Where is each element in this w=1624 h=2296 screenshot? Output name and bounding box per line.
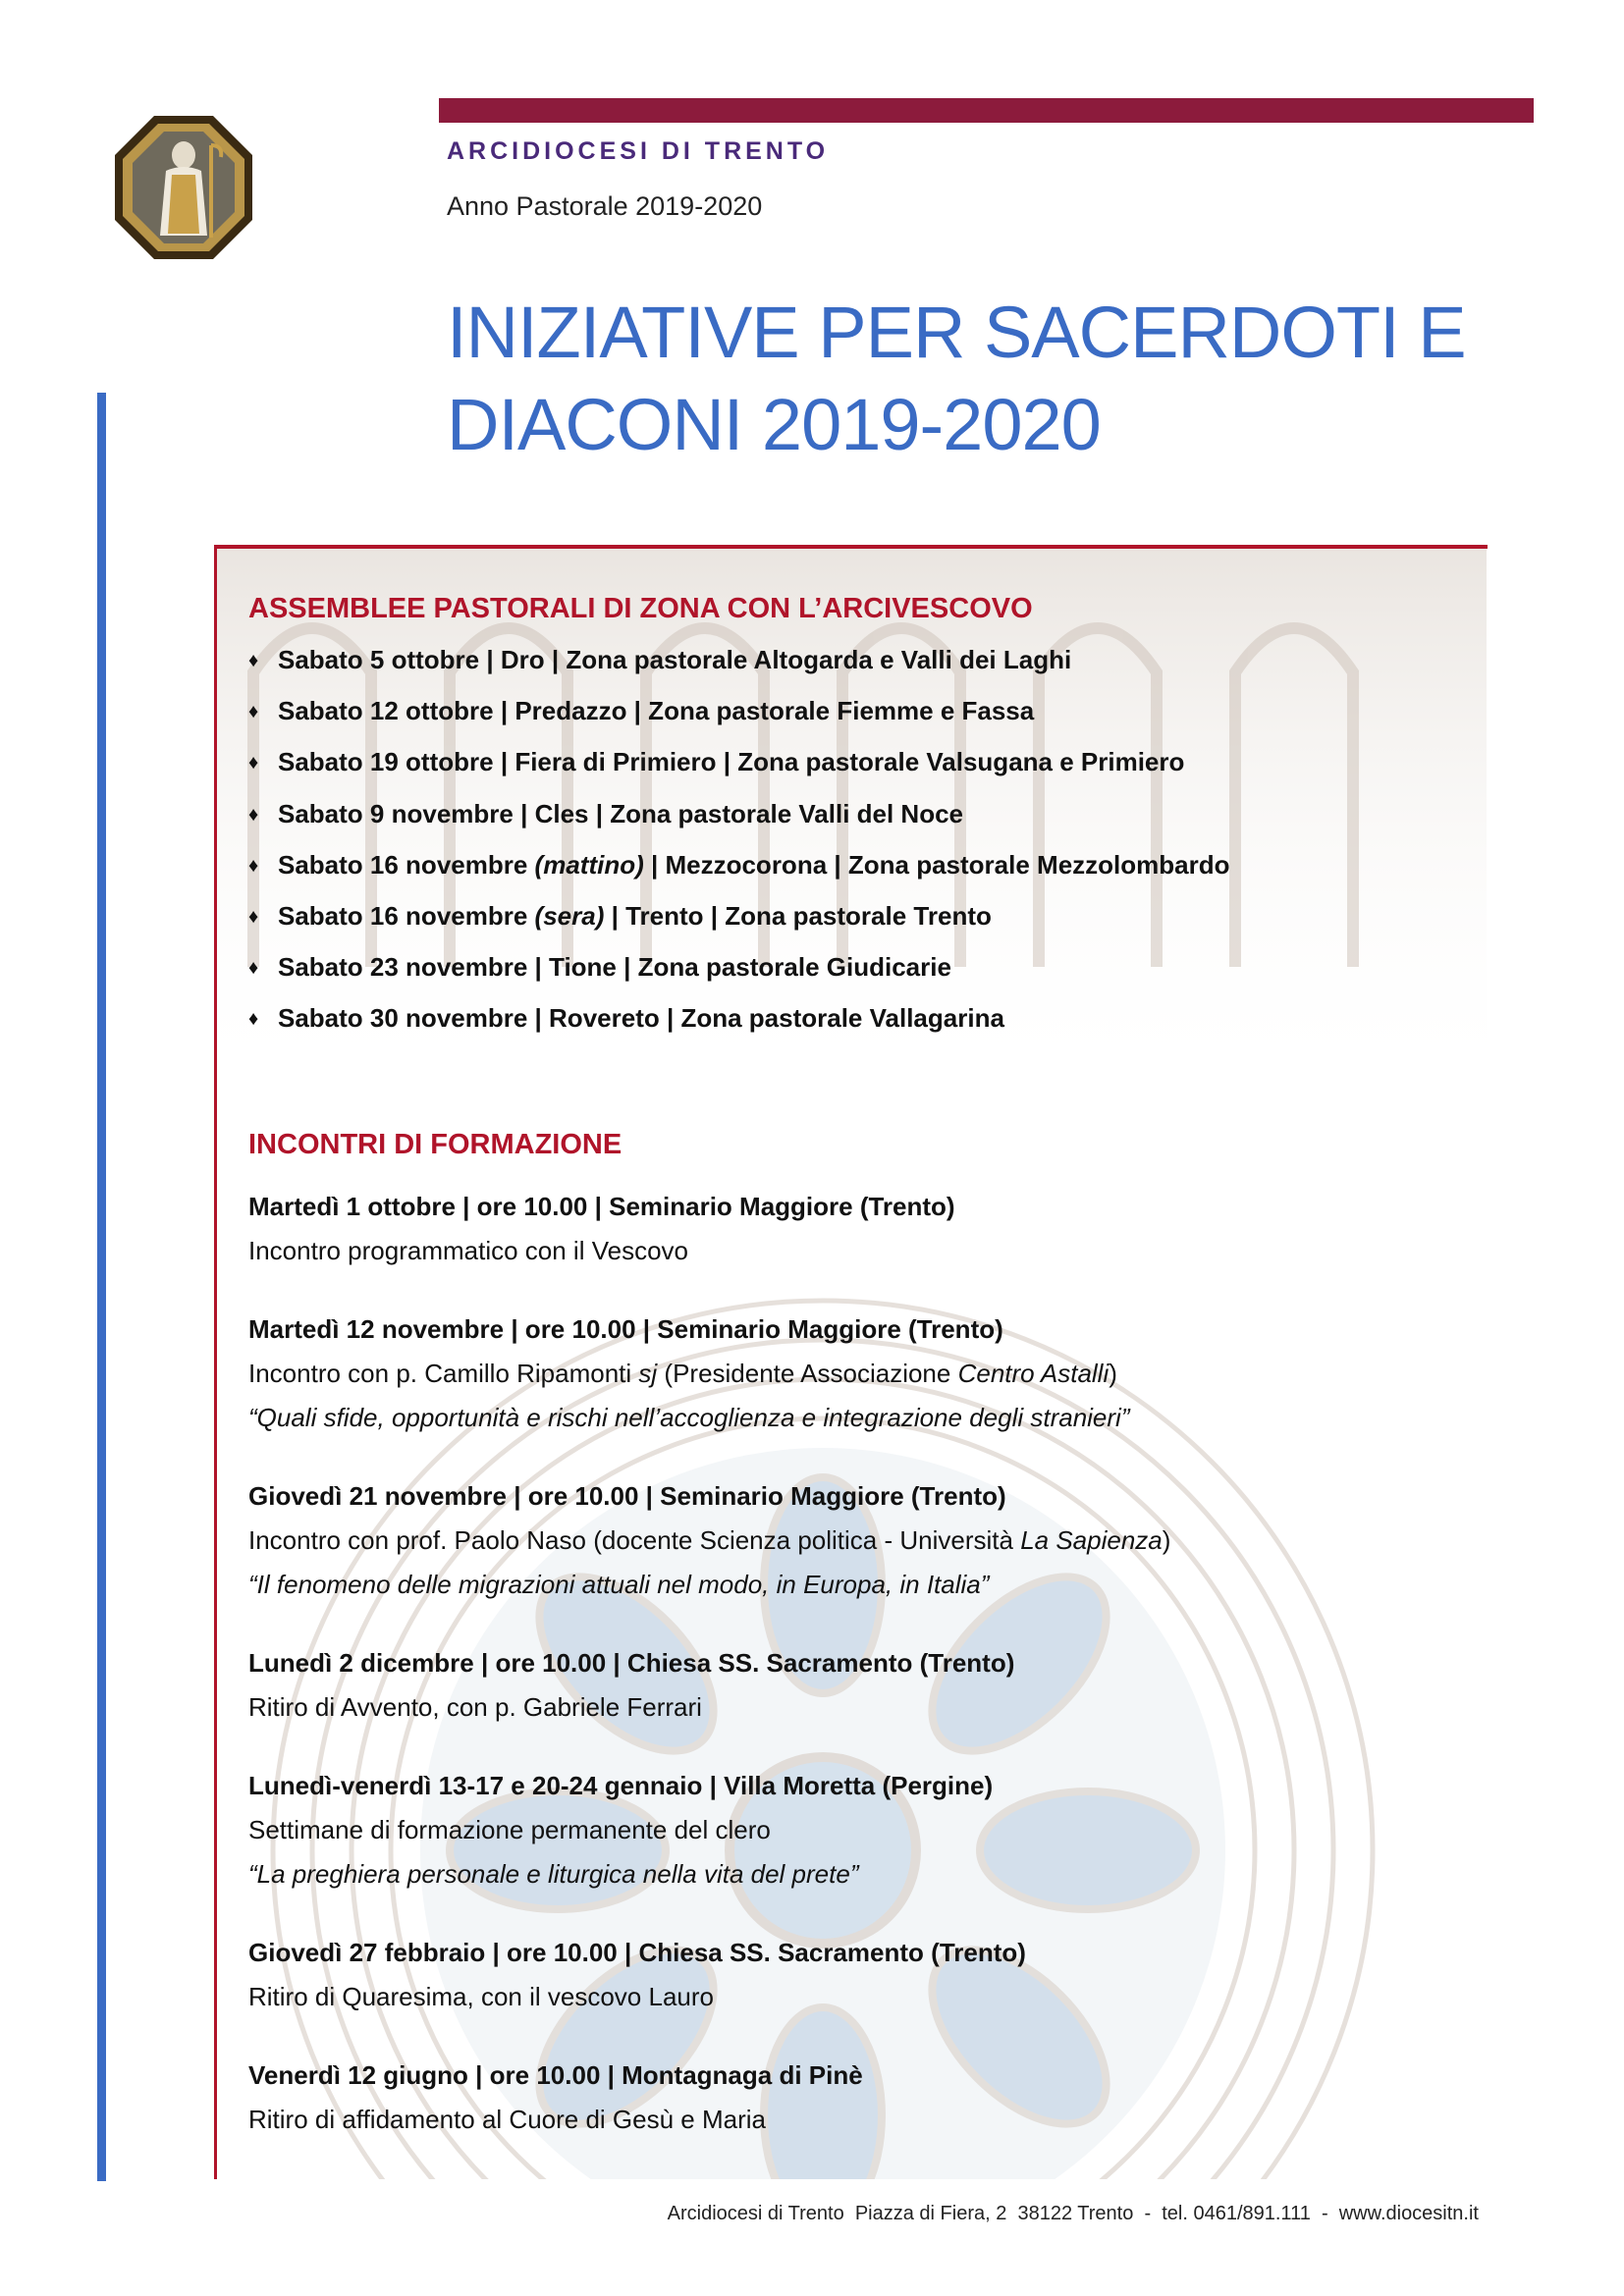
- list-item: [248, 634, 1466, 685]
- title-line-2: DIACONI 2019-2020: [447, 384, 1101, 465]
- event-description-part: La Sapienza: [1020, 1524, 1163, 1555]
- pastoral-year: Anno Pastorale 2019-2020: [447, 191, 763, 221]
- list-item: [248, 788, 1466, 839]
- assembly-place: | Rovereto | Zona pastorale Vallagarina: [527, 1003, 1004, 1034]
- event-description-part: Centro Astalli: [957, 1358, 1110, 1388]
- event-quote: “Quali sfide, opportunità e rischi nell’accoglienza e integrazione degli stranieri”: [248, 1402, 1130, 1432]
- content: [248, 587, 1466, 2175]
- event-description: [248, 1519, 1466, 1563]
- event-heading: Giovedì 27 febbraio | ore 10.00 | Chiesa SS. Sacramento (Trento): [248, 1937, 1026, 1967]
- event-description-part: Settimane di formazione permanente del clero: [248, 1814, 771, 1844]
- event-heading: Giovedì 21 novembre | ore 10.00 | Seminario Maggiore (Trento): [248, 1480, 1006, 1511]
- assembly-place: | Cles | Zona pastorale Valli del Noce: [513, 798, 964, 828]
- event-item: [248, 2053, 1466, 2142]
- assembly-place: | Predazzo | Zona pastorale Fiemme e Fassa: [493, 696, 1035, 726]
- event-heading: Martedì 1 ottobre | ore 10.00 | Seminario Maggiore (Trento): [248, 1191, 955, 1221]
- diamond-bullet-icon: ♦: [248, 905, 259, 928]
- diamond-bullet-icon: ♦: [248, 650, 259, 671]
- event-description: [248, 1229, 1466, 1273]
- assembly-place: | Fiera di Primiero | Zona pastorale Valsugana e Primiero: [493, 747, 1185, 777]
- assembly-date: Sabato 9 novembre: [278, 798, 514, 828]
- assembly-place: | Tione | Zona pastorale Giudicarie: [527, 952, 951, 983]
- event-description-part: ): [1109, 1358, 1117, 1388]
- assembly-note: (mattino): [534, 849, 644, 880]
- assembly-date: Sabato 16 novembre: [278, 849, 535, 880]
- diocese-seal-icon: [115, 116, 252, 259]
- assembly-date: Sabato 19 ottobre: [278, 747, 494, 777]
- event-description-part: Ritiro di affidamento al Cuore di Gesù e Maria: [248, 2104, 766, 2134]
- event-description-part: sj: [638, 1358, 658, 1388]
- event-description-part: Incontro con prof. Paolo Naso (docente Scienza politica - Università: [248, 1524, 1021, 1555]
- event-description-part: Incontro programmatico con il Vescovo: [248, 1235, 688, 1265]
- list-item: [248, 685, 1466, 736]
- event-item: [248, 1473, 1466, 1607]
- incontri-list: [248, 1184, 1466, 2142]
- org-name: ARCIDIOCESI DI TRENTO: [447, 137, 830, 165]
- diamond-bullet-icon: ♦: [248, 752, 259, 774]
- event-heading: Lunedì 2 dicembre | ore 10.00 | Chiesa SS. Sacramento (Trento): [248, 1647, 1015, 1678]
- event-description: [248, 1808, 1466, 1852]
- list-item: [248, 736, 1466, 787]
- diamond-bullet-icon: ♦: [248, 854, 259, 877]
- event-item: [248, 1930, 1466, 2019]
- assembly-date: Sabato 23 novembre: [278, 952, 528, 983]
- panel-top-border: [214, 545, 1488, 549]
- event-quote: “Il fenomeno delle migrazioni attuali nel modo, in Europa, in Italia”: [248, 1569, 990, 1599]
- event-heading: Venerdì 12 giugno | ore 10.00 | Montagnaga di Pinè: [248, 2059, 863, 2090]
- assembly-date: Sabato 12 ottobre: [278, 696, 494, 726]
- assembly-place: | Trento | Zona pastorale Trento: [604, 900, 992, 931]
- section-title-incontri: INCONTRI DI FORMAZIONE: [248, 1128, 623, 1160]
- event-description-part: Incontro con p. Camillo Ripamonti: [248, 1358, 639, 1388]
- list-item: [248, 839, 1466, 890]
- panel-left-border: [214, 545, 217, 2179]
- assemblee-list: [248, 634, 1466, 1044]
- assembly-date: Sabato 5 ottobre: [278, 645, 480, 674]
- event-description-part: Ritiro di Avvento, con p. Gabriele Ferrari: [248, 1691, 702, 1722]
- assembly-note: (sera): [534, 900, 605, 931]
- event-heading: Lunedì-venerdì 13-17 e 20-24 gennaio | Villa Moretta (Pergine): [248, 1770, 994, 1800]
- assembly-place: | Dro | Zona pastorale Altogarda e Valli dei Laghi: [479, 645, 1072, 674]
- diamond-bullet-icon: ♦: [248, 803, 259, 826]
- event-item: [248, 1763, 1466, 1896]
- assembly-date: Sabato 30 novembre: [278, 1003, 528, 1034]
- list-item: [248, 992, 1466, 1043]
- list-item: [248, 890, 1466, 941]
- title-line-1: INIZIATIVE PER SACERDOTI E: [447, 292, 1466, 373]
- left-accent-bar: [97, 393, 106, 2181]
- event-description: [248, 1352, 1466, 1396]
- event-description: [248, 2098, 1466, 2142]
- section-title-assemblee: ASSEMBLEE PASTORALI DI ZONA CON L’ARCIVESCOVO: [248, 593, 1033, 624]
- event-quote: “La preghiera personale e liturgica nella vita del prete”: [248, 1858, 859, 1889]
- event-description: [248, 1685, 1466, 1730]
- event-item: [248, 1640, 1466, 1730]
- diamond-bullet-icon: ♦: [248, 701, 259, 723]
- footer-address: Arcidiocesi di Trento Piazza di Fiera, 2 38122 Trento - tel. 0461/891.111 - www.diocesitn.it: [667, 2203, 1479, 2224]
- event-description-part: Ritiro di Quaresima, con il vescovo Lauro: [248, 1981, 714, 2011]
- diamond-bullet-icon: ♦: [248, 1008, 259, 1031]
- event-item: [248, 1184, 1466, 1273]
- header-accent-bar: [439, 98, 1534, 123]
- diamond-bullet-icon: ♦: [248, 957, 259, 980]
- event-description-part: (Presidente Associazione: [657, 1358, 958, 1388]
- page-title: [447, 287, 1527, 471]
- event-description: [248, 1975, 1466, 2019]
- assembly-date: Sabato 16 novembre: [278, 900, 535, 931]
- list-item: [248, 941, 1466, 992]
- event-item: [248, 1307, 1466, 1440]
- event-heading: Martedì 12 novembre | ore 10.00 | Seminario Maggiore (Trento): [248, 1313, 1003, 1344]
- assembly-place: | Mezzocorona | Zona pastorale Mezzolombardo: [643, 849, 1230, 880]
- event-description-part: ): [1162, 1524, 1171, 1555]
